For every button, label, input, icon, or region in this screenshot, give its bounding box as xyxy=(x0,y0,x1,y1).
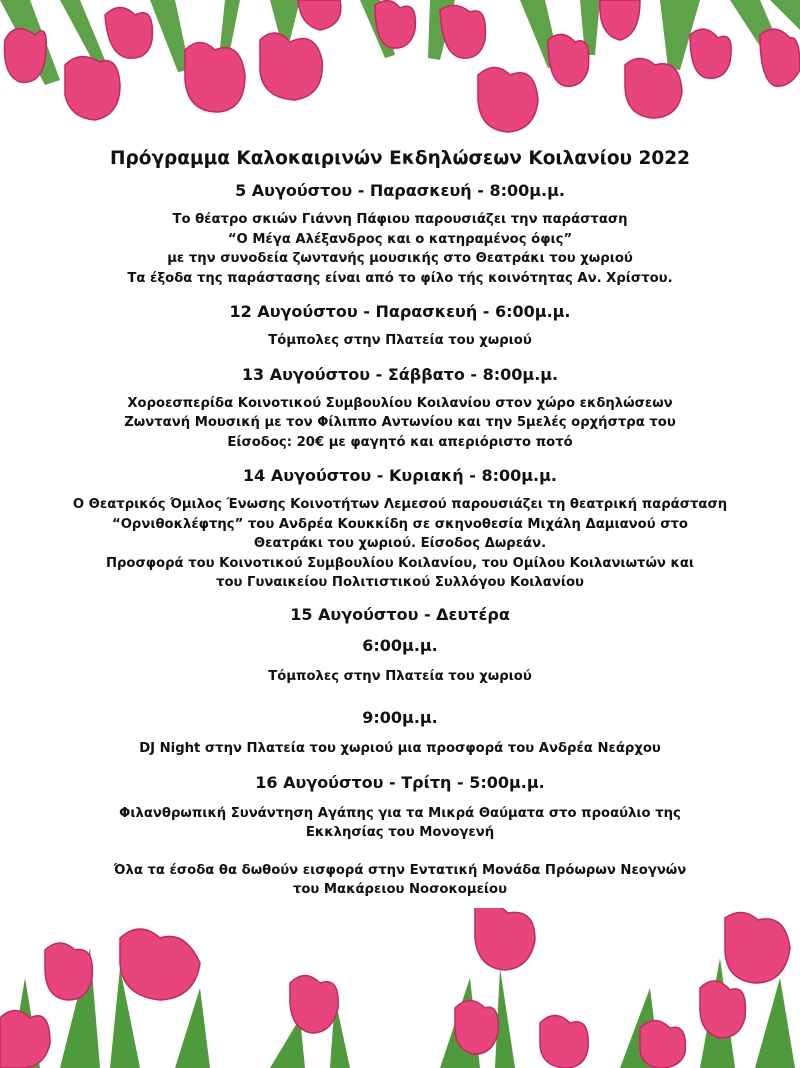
event-line: Θεατράκι του χωριού. Είσοδος Δωρεάν. xyxy=(253,536,547,551)
event-line: Χοροεσπερίδα Κοινοτικού Συμβουλίου Κοιλανίου στον χώρο εκδηλώσεων xyxy=(127,395,673,411)
event-line: Ο Θεατρικός Όμιλος Ένωσης Κοινοτήτων Λεμεσού παρουσιάζει τη θεατρική παράσταση xyxy=(72,497,728,512)
event-line: του Γυναικείου Πολιτιστικού Συλλόγου Κοιλανίου xyxy=(216,575,584,590)
event-line: Εκκλησίας του Μονογενή xyxy=(305,825,495,840)
event-line: Το θέατρο σκιών Γιάννη Πάφιου παρουσιάζει την παράσταση xyxy=(172,212,628,227)
event-line: Τα έξοδα της παράστασης είναι από το φίλο τής κοινότητας Αν. Χρίστου. xyxy=(127,270,673,286)
event-1 xyxy=(0,181,800,288)
page-title: Πρόγραμμα Καλοκαιρινών Εκδηλώσεων Κοιλανίου 2022 xyxy=(110,148,690,169)
event-2 xyxy=(0,302,800,351)
event-time: 9:00μ.μ. xyxy=(362,708,438,727)
event-note xyxy=(0,861,800,900)
event-5 xyxy=(0,605,800,759)
event-line: Τόμπολες στην Πλατεία του χωριού xyxy=(268,333,532,348)
event-line: Είσοδος: 20€ με φαγητό και απεριόριστο ποτό xyxy=(227,434,573,450)
event-line: Όλα τα έσοδα θα δωθούν εισφορά στην Εντατική Μονάδα Πρόωρων Νεογνών xyxy=(113,862,687,878)
event-4 xyxy=(0,466,800,593)
event-line: “Ορνιθοκλέφτης” του Ανδρέα Κουκκίδη σε σκηνοθεσία Μιχάλη Δαμιανού στο xyxy=(112,516,688,532)
top-tulip-border-icon xyxy=(0,0,800,140)
event-line: “Ο Μέγα Αλέξανδρος και ο κατηραμένος όφις” xyxy=(227,231,573,247)
event-line: Ζωντανή Μουσική με τον Φίλιππο Αντωνίου και την 5μελές ορχήστρα του xyxy=(124,415,676,430)
event-line: Φιλανθρωπική Συνάντηση Αγάπης για τα Μικρά Θαύματα στο προαύλιο της xyxy=(119,805,681,821)
event-description xyxy=(0,495,800,593)
event-description xyxy=(0,331,800,351)
event-line: Τόμπολες στην Πλατεία του χωριού xyxy=(268,668,532,684)
event-heading: 5 Αυγούστου - Παρασκευή - 8:00μ.μ. xyxy=(235,181,565,200)
event-heading: 16 Αυγούστου - Τρίτη - 5:00μ.μ. xyxy=(255,772,545,792)
event-time: 6:00μ.μ. xyxy=(362,635,438,655)
event-line: DJ Night στην Πλατεία του χωριού μια προσφορά του Ανδρέα Νεάρχου xyxy=(139,741,661,756)
bottom-tulip-border-icon xyxy=(0,908,800,1068)
event-heading: 14 Αυγούστου - Κυριακή - 8:00μ.μ. xyxy=(243,466,557,485)
event-heading: 15 Αυγούστου - Δευτέρα xyxy=(290,604,510,624)
events-program xyxy=(0,140,800,900)
event-line: Προσφορά του Κοινοτικού Συμβουλίου Κοιλανίου, του Ομίλου Κοιλανιωτών και xyxy=(105,555,695,571)
event-description xyxy=(0,804,800,843)
event-description xyxy=(0,210,800,288)
event-heading: 12 Αυγούστου - Παρασκευή - 6:00μ.μ. xyxy=(229,302,571,321)
event-description xyxy=(0,667,800,687)
event-description xyxy=(0,394,800,453)
event-6 xyxy=(0,773,800,900)
event-3 xyxy=(0,365,800,453)
event-line: με την συνοδεία ζωντανής μουσικής στο Θεατράκι του χωριού xyxy=(167,251,633,266)
event-description xyxy=(0,739,800,759)
event-line: του Μακάρειου Νοσοκομείου xyxy=(292,882,508,897)
event-heading: 13 Αυγούστου - Σάββατο - 8:00μ.μ. xyxy=(241,364,559,384)
